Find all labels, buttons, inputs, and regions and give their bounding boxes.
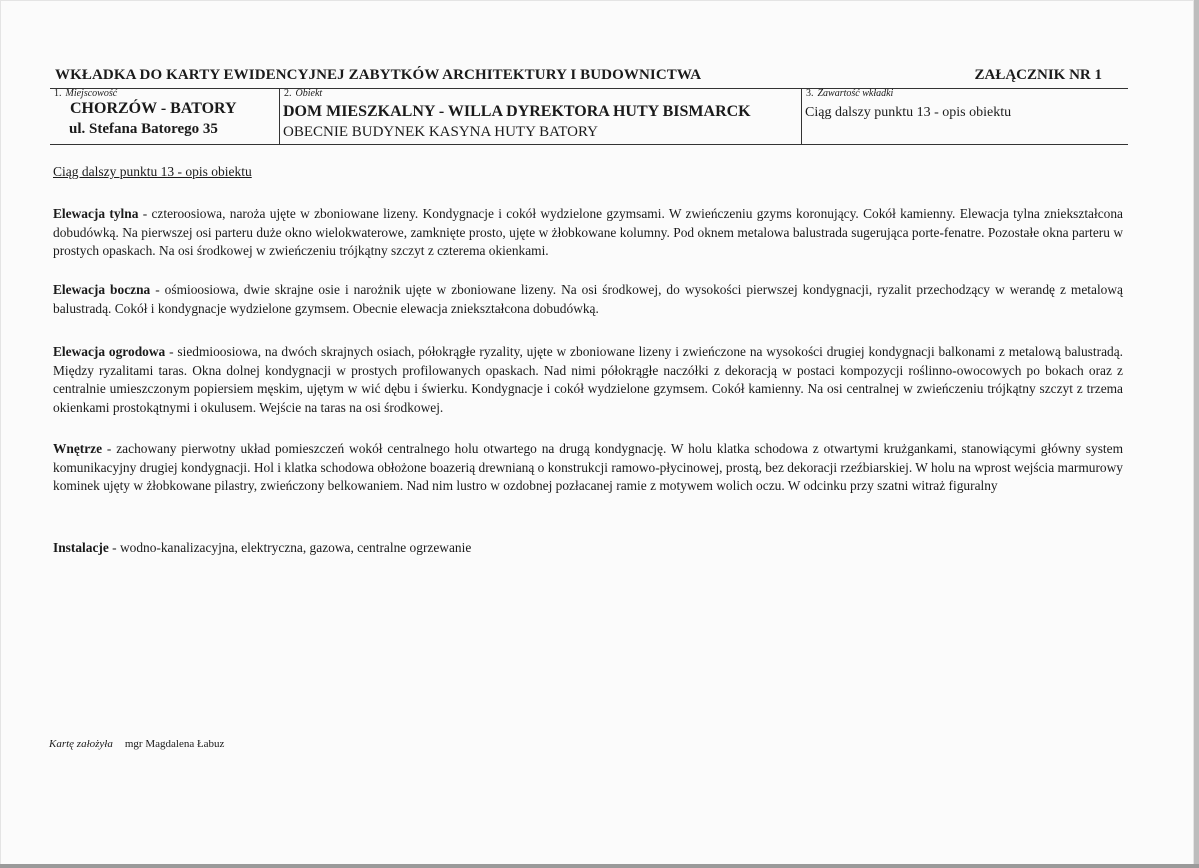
section-side-elevation: [53, 281, 1123, 318]
section-rear-elevation: [53, 205, 1123, 261]
section-text: - wodno-kanalizacyjna, elektryczna, gazowa, centralne ogrzewanie: [108, 540, 472, 555]
object-current-use: OBECNIE BUDYNEK KASYNA HUTY BATORY: [283, 124, 599, 140]
title-row: [50, 66, 1128, 89]
object-caption: 2. Obiekt: [284, 88, 323, 99]
section-installations: [53, 539, 1123, 558]
author-name: mgr Magdalena Łabuz: [124, 738, 225, 750]
scan-bottom-edge: [0, 864, 1199, 868]
contents-value: Ciąg dalszy punktu 13 - opis obiektu: [805, 105, 1012, 120]
locality-cell: [50, 88, 279, 144]
section-garden-elevation: [53, 343, 1123, 417]
locality-caption: 1. Miejscowość: [54, 88, 118, 99]
section-text: - siedmioosiowa, na dwóch skrajnych osiach, półokrągłe ryzality, ujęte w zboniowane lizeny i zwieńczone na wysokości drugiej kondygnacji balkonami z metalową balustradą. Między ryzalitami taras. Okna dolnej kondygnacji w prostych profilowanych opaskach. Nad nimi półokrągłe naczółki z dekoracją w postaci kompozycji roślinno-owocowych po bokach oraz z centralnie umieszczonym popiersiem męskim, ujętym w wić dębu i świerku. Kondygnacje i cokół wydzielone gzymsem. Cokół kamienny. Na osi centralnej w zwieńczeniu trójkątny szczyt z trzema okienkami prostokątnymi i okulusem. Wejście na taras na osi środkowej.: [53, 344, 1124, 415]
section-interior: [53, 440, 1123, 496]
section-label: Elewacja ogrodowa: [53, 344, 166, 359]
document-title: WKŁADKA DO KARTY EWIDENCYJNEJ ZABYTKÓW ARCHITEKTURY I BUDOWNICTWA: [55, 67, 702, 83]
locality-street: ul. Stefana Batorego 35: [69, 121, 218, 137]
scan-edge: [1194, 0, 1199, 868]
section-label: Wnętrze: [53, 441, 103, 456]
header-table: [50, 88, 1128, 145]
object-cell: [279, 88, 802, 144]
section-text: - ośmioosiowa, dwie skrajne osie i narożnik ujęte w zboniowane lizeny. Na osi środkowej, do wysokości pierwszej kondygnacji, ryzalit przechodzący w werandę z metalową balustradą. Cokół i kondygnacje wydzielone gzymsem. Obecnie elewacja zniekształcona dobudówką.: [53, 282, 1123, 316]
intro-heading: Ciąg dalszy punktu 13 - opis obiektu: [53, 164, 252, 179]
author-footer: [49, 738, 224, 750]
locality-city: CHORZÓW - BATORY: [70, 100, 237, 117]
contents-cell: [801, 88, 1129, 144]
section-label: Elewacja boczna: [53, 282, 151, 297]
annex-number: ZAŁĄCZNIK NR 1: [974, 67, 1102, 83]
contents-caption: 3. Zawartość wkładki: [806, 88, 894, 99]
section-text: - czteroosiowa, naroża ujęte w zboniowane lizeny. Kondygnacje i cokół wydzielone gzymsami. W zwieńczeniu gzyms koronujący. Cokół kamienny. Elewacja tylna zniekształcona dobudówką. Na pierwszej osi parteru duże okno wielokwaterowe, zamknięte prosto, ujęte w żłobkowane kolumny. Pod oknem metalowa balustrada sugerująca porte-fenatre. Pozostałe okna parteru w prostych opaskach. Na osi środkowej w zwieńczeniu trójkątny szczyt z czterema okienkami.: [53, 206, 1123, 258]
object-name: DOM MIESZKALNY - WILLA DYREKTORA HUTY BISMARCK: [283, 103, 751, 120]
section-text: - zachowany pierwotny układ pomieszczeń wokół centralnego holu otwartego na drugą kondygnację. W holu klatka schodowa z otwartymi krużgankami, stanowiącymi główny system komunikacyjny drugiej kondygnacji. Hol i klatka schodowa obłożone boazerią drewnianą o konstrukcji ramowo-płycinowej, prostą, bez dekoracji rzeźbiarskiej. W holu na wprost wejścia marmurowy kominek ujęty w żłobkowane pilastry, zwieńczony belkowaniem. Nad nim lustro w ozdobnej pozłacanej ramie z motywem wolich oczu. W odcinku przy szatni witraż figuralny: [53, 441, 1123, 493]
section-label: Instalacje: [53, 540, 109, 555]
section-label: Elewacja tylna: [53, 206, 139, 221]
author-label: Kartę założyła: [49, 738, 113, 750]
